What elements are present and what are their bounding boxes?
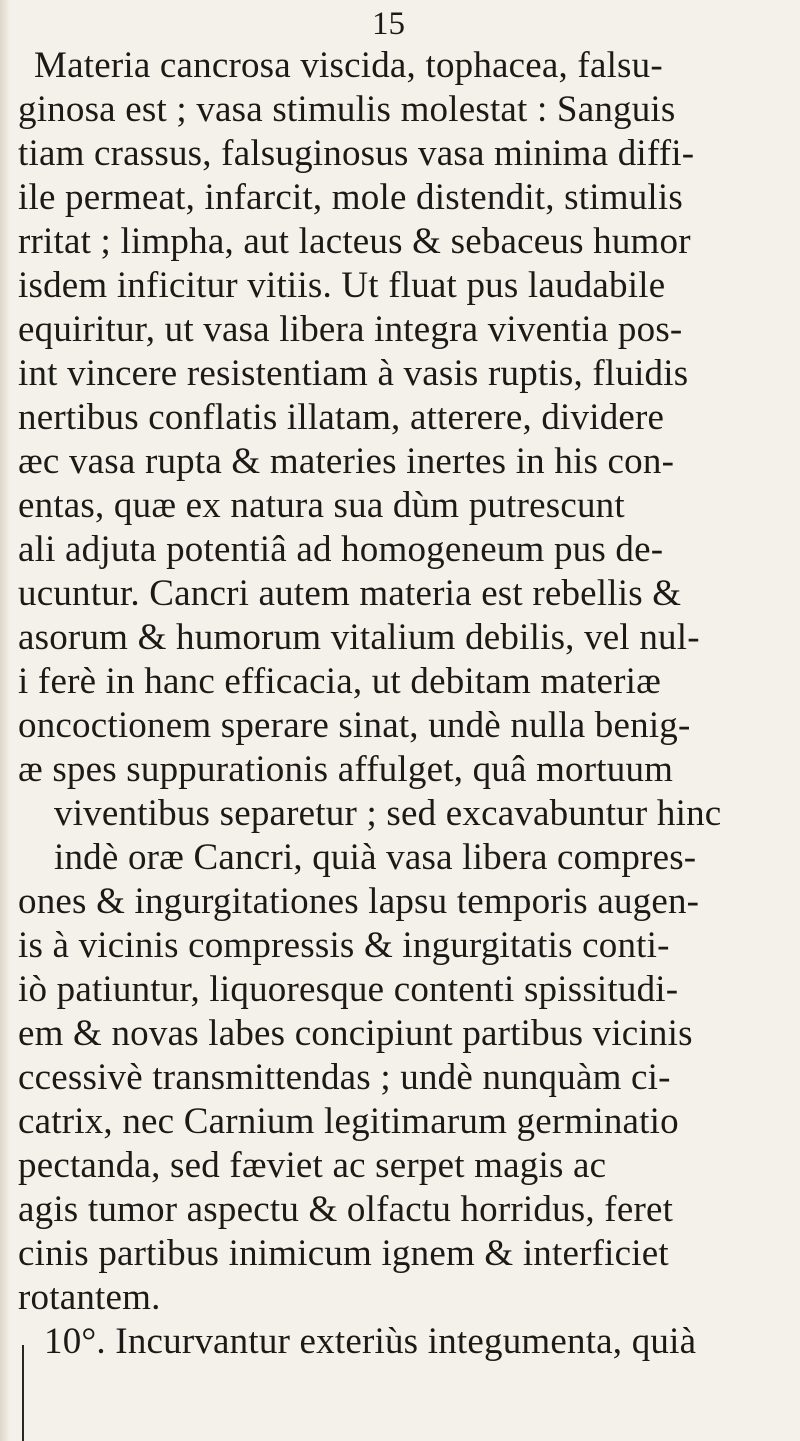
text-line: asorum & humorum vitalium debilis, vel nul- xyxy=(18,617,700,658)
text-line: ali adjuta potentiâ ad homogeneum pus de- xyxy=(18,529,664,570)
text-line: iò patiuntur, liquoresque contenti spissitudi- xyxy=(18,969,679,1010)
text-line: 10°. Incurvantur exteriùs integumenta, quià xyxy=(44,1321,697,1362)
text-line: æc vasa rupta & materies inertes in his con- xyxy=(18,441,675,482)
text-line: ones & ingurgitationes lapsu temporis augen- xyxy=(18,881,700,922)
text-line: is à vicinis compressis & ingurgitatis conti- xyxy=(18,925,670,966)
text-line: equiritur, ut vasa libera integra viventia pos- xyxy=(18,309,683,350)
scan-artifact-line xyxy=(22,1345,24,1441)
text-line: Materia cancrosa viscida, tophacea, falsu- xyxy=(34,45,663,86)
text-line: æ spes suppurationis affulget, quâ mortuum xyxy=(18,749,674,790)
latin-text-block xyxy=(18,44,800,1364)
scan-edge-shadow xyxy=(0,0,10,1441)
text-line: ile permeat, infarcit, mole distendit, stimulis xyxy=(18,177,683,218)
text-line: rritat ; limpha, aut lacteus & sebaceus humor xyxy=(18,221,691,262)
text-line: ucuntur. Cancri autem materia est rebellis & xyxy=(18,573,682,614)
text-line: agis tumor aspectu & olfactu horridus, feret xyxy=(18,1189,674,1230)
text-line: entas, quæ ex natura sua dùm putrescunt xyxy=(18,485,625,526)
text-line: pectanda, sed fæviet ac serpet magis ac xyxy=(18,1145,607,1186)
text-line: nertibus conflatis illatam, atterere, dividere xyxy=(18,397,665,438)
text-line: oncoctionem sperare sinat, undè nulla benig- xyxy=(18,705,691,746)
text-line: int vincere resistentiam à vasis ruptis, fluidis xyxy=(18,353,689,394)
text-line: viventibus separetur ; sed excavabuntur hinc xyxy=(54,793,722,834)
text-line: em & novas labes concipiunt partibus vicinis xyxy=(18,1013,693,1054)
text-line: ccessivè transmittendas ; undè nunquàm ci- xyxy=(18,1057,671,1098)
text-line: catrix, nec Carnium legitimarum germinatio xyxy=(18,1101,679,1142)
text-line: cinis partibus inimicum ignem & interficiet xyxy=(18,1233,669,1274)
text-line: i ferè in hanc efficacia, ut debitam materiæ xyxy=(18,661,661,702)
page-number: 15 xyxy=(372,6,405,42)
text-line: isdem inficitur vitiis. Ut fluat pus laudabile xyxy=(18,265,666,306)
text-line: tiam crassus, falsuginosus vasa minima diffi- xyxy=(18,133,695,174)
text-line: indè oræ Cancri, quià vasa libera compres- xyxy=(54,837,697,878)
text-line: rotantem. xyxy=(18,1277,161,1318)
text-line: ginosa est ; vasa stimulis molestat : Sanguis xyxy=(18,89,676,130)
